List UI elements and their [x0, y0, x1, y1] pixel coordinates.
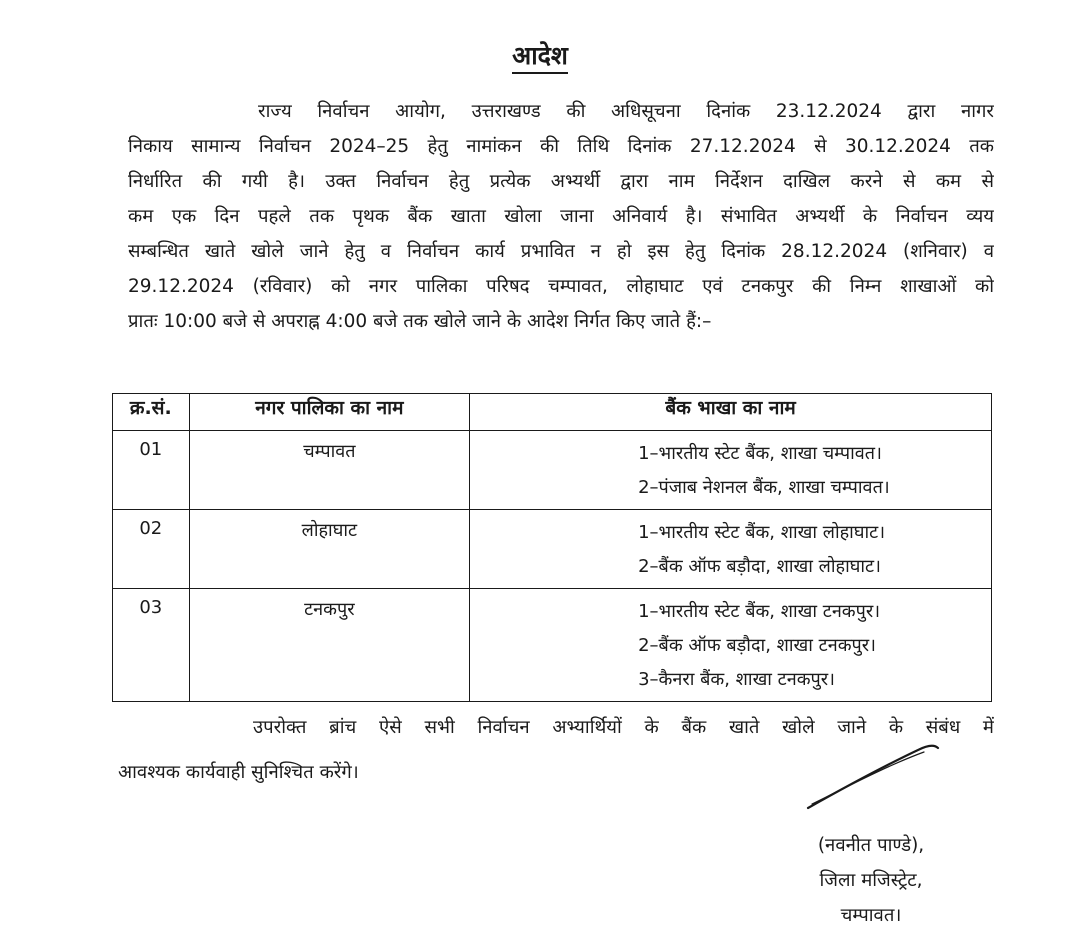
table-row — [113, 589, 992, 702]
intro-paragraph — [128, 94, 994, 339]
bank-branch-item: 2–बैंक ऑफ बड़ौदा, शाखा लोहाघाट। — [638, 556, 881, 577]
bank-branch-item: 1–भारतीय स्टेट बैंक, शाखा लोहाघाट। — [638, 522, 886, 543]
header-serial: क्र.सं. — [113, 394, 190, 431]
closing-line: उपरोक्त ब्रांच ऐसे सभी निर्वाचन अभ्यार्थियों के बैंक खाते खोले जाने के संबंध में — [253, 717, 994, 738]
row-serial: 01 — [113, 431, 190, 510]
row-serial: 02 — [113, 510, 190, 589]
signature-block — [796, 828, 946, 933]
row-banks — [470, 589, 992, 702]
bank-branch-table — [112, 393, 992, 702]
intro-line: कम एक दिन पहले तक पृथक बैंक खाता खोला जाना अनिवार्य है। संभावित अभ्यर्थी के निर्वाचन व्यय — [128, 206, 994, 227]
bank-branch-item: 1–भारतीय स्टेट बैंक, शाखा चम्पावत। — [638, 443, 882, 464]
intro-line: राज्य निर्वाचन आयोग, उत्तराखण्ड की अधिसूचना दिनांक 23.12.2024 द्वारा नागर — [258, 101, 994, 122]
row-municipality: लोहाघाट — [189, 510, 470, 589]
row-banks — [470, 431, 992, 510]
row-municipality: टनकपुर — [189, 589, 470, 702]
signatory-place: चम्पावत। — [840, 905, 902, 926]
bank-branch-item: 2–बैंक ऑफ बड़ौदा, शाखा टनकपुर। — [638, 635, 876, 656]
header-bank-branch: बैंक भाखा का नाम — [470, 394, 992, 431]
table-header-row — [113, 394, 992, 431]
signatory-name: (नवनीत पाण्डे), — [817, 835, 925, 856]
intro-line: निकाय सामान्य निर्वाचन 2024–25 हेतु नामांकन की तिथि दिनांक 27.12.2024 से 30.12.2024 तक — [128, 136, 994, 157]
bank-branch-item: 3–कैनरा बैंक, शाखा टनकपुर। — [638, 669, 835, 690]
intro-line: प्रातः 10:00 बजे से अपराह्न 4:00 बजे तक खोले जाने के आदेश निर्गत किए जाते हैं:– — [128, 311, 712, 332]
intro-line: निर्धारित की गयी है। उक्त निर्वाचन हेतु प्रत्येक अभ्यर्थी द्वारा नाम निर्देशन दाखिल करने से कम से — [128, 171, 994, 192]
table-row — [113, 431, 992, 510]
bank-branch-item: 2–पंजाब नेशनल बैंक, शाखा चम्पावत। — [638, 477, 890, 498]
intro-line: 29.12.2024 (रविवार) को नगर पालिका परिषद चम्पावत, लोहाघाट एवं टनकपुर की निम्न शाखाओं को — [128, 276, 994, 297]
signature-mark — [800, 738, 960, 818]
bank-branch-item: 1–भारतीय स्टेट बैंक, शाखा टनकपुर। — [638, 601, 881, 622]
row-municipality: चम्पावत — [189, 431, 470, 510]
intro-line: सम्बन्धित खाते खोले जाने हेतु व निर्वाचन कार्य प्रभावित न हो इस हेतु दिनांक 28.12.2024 (शनिवार) व — [128, 241, 994, 262]
row-serial: 03 — [113, 589, 190, 702]
document-title: आदेश — [0, 38, 1080, 72]
row-banks — [470, 510, 992, 589]
closing-line: आवश्यक कार्यवाही सुनिश्चित करेंगे। — [118, 762, 359, 783]
header-municipality: नगर पालिका का नाम — [189, 394, 470, 431]
signatory-designation: जिला मजिस्ट्रेट, — [819, 870, 923, 891]
table-row — [113, 510, 992, 589]
